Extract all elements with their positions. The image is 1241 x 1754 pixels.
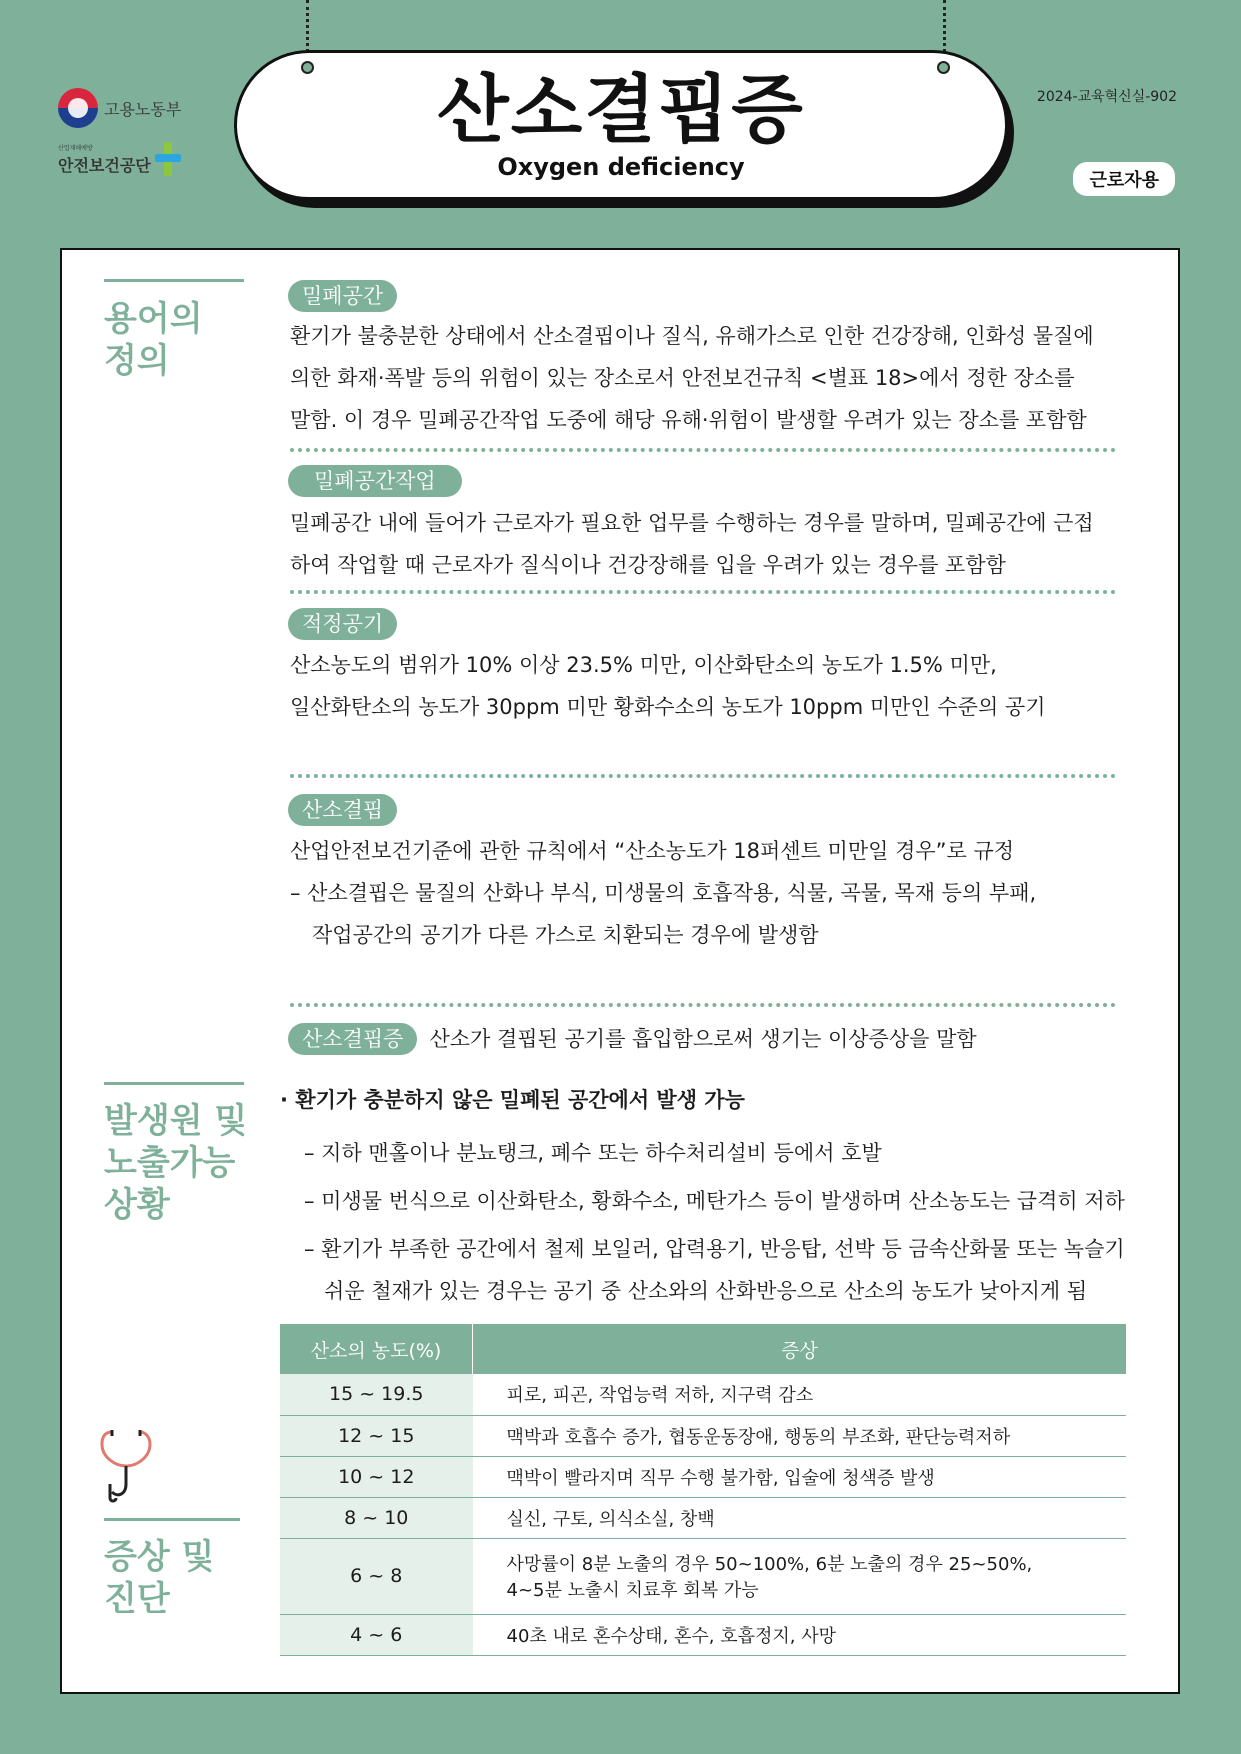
agency-logo [58,142,208,176]
agency-name: 안전보건공단 [58,156,151,175]
paragraph-line: 일산화탄소의 농도가 30ppm 미만 황화수소의 농도가 10ppm 미만인 수준의 공기 [290,695,1046,719]
list-item: – 지하 맨홀이나 분뇨탱크, 폐수 또는 하수처리설비 등에서 호발 [304,1141,882,1165]
concentration-cell: 6 ~ 8 [280,1538,473,1614]
paragraph-line: 산업안전보건기준에 관한 규칙에서 “산소농도가 18퍼센트 미만일 경우”로 규정 [290,839,1015,863]
term-label: 밀폐공간 [288,280,397,312]
hook-left-icon [301,61,314,74]
paragraph-line: 작업공간의 공기가 다른 가스로 치환되는 경우에 발생함 [312,923,819,947]
symptom-cell: 40초 내로 혼수상태, 혼수, 호흡정지, 사망 [473,1614,1127,1655]
list-item: 쉬운 철재가 있는 경우는 공기 중 산소와의 산화반응으로 산소의 농도가 낮아지게 됨 [324,1279,1088,1303]
table-header-row [280,1324,1126,1374]
section-rule [104,279,244,282]
term-oxygen-deficiency-text [290,830,1036,956]
taegeuk-emblem-icon [58,88,98,128]
table-row [280,1497,1126,1538]
concentration-cell: 12 ~ 15 [280,1415,473,1456]
section-rule [104,1082,244,1085]
page-subtitle: Oxygen deficiency [497,153,745,181]
term-label: 적정공기 [288,608,397,640]
section-title-line: 상황 [104,1185,170,1225]
term-proper-air-text [290,644,1045,728]
paragraph-line: 의한 화재·폭발 등의 위험이 있는 장소로서 안전보건규칙 <별표 18>에서 정한 장소를 [290,366,1075,390]
term-closed-space-text [290,315,1094,441]
symptom-line: 4~5분 노출시 치료후 회복 가능 [506,1580,759,1601]
document-code: 2024-교육혁신실-902 [1036,89,1177,105]
term-closed-space [288,280,397,312]
paragraph-line: 환기가 불충분한 상태에서 산소결핍이나 질식, 유해가스로 인한 건강장해, 인화성 물질에 [290,324,1094,348]
concentration-cell: 10 ~ 12 [280,1456,473,1497]
page-title: 산소결핍증 [437,67,805,153]
paragraph-line: 산소농도의 범위가 10% 이상 23.5% 미만, 이산화탄소의 농도가 1.5% 미만, [290,653,997,677]
term-oxygen-deficiency [288,794,397,826]
hook-right-icon [937,61,950,74]
paragraph-line: – 산소결핍은 물질의 산화나 부식, 미생물의 호흡작용, 식물, 곡물, 목재 등의 부패, [290,881,1037,905]
concentration-cell: 15 ~ 19.5 [280,1374,473,1415]
term-oxygen-deficiency-disease [288,1018,977,1060]
dotted-divider [290,774,1116,778]
section-title-line: 정의 [104,341,170,381]
section-title-definitions [104,298,203,382]
agency-subtitle: 산업재해예방 [58,145,93,152]
symptom-cell [473,1538,1127,1614]
term-label: 산소결핍증 [288,1023,417,1055]
table-row [280,1374,1126,1415]
term-label: 밀폐공간작업 [288,465,462,497]
section-title-line: 노출가능 [104,1143,236,1183]
ministry-logo [58,88,208,128]
symptom-cell: 피로, 피곤, 작업능력 저하, 지구력 감소 [473,1374,1127,1415]
concentration-cell: 4 ~ 6 [280,1614,473,1655]
audience-badge: 근로자용 [1073,162,1175,196]
section-title-line: 발생원 및 [104,1101,248,1141]
symptom-cell: 맥박이 빨라지며 직무 수행 불가함, 입술에 청색증 발생 [473,1456,1127,1497]
occurrence-sub-list [280,1132,1125,1312]
symptom-table [280,1324,1126,1656]
table-row [280,1456,1126,1497]
section-title-line: 진단 [104,1579,170,1619]
term-closed-space-work-text [290,502,1094,586]
paragraph-line: 말함. 이 경우 밀폐공간작업 도중에 해당 유해·위험이 발생할 우려가 있는 장소를 포함함 [290,408,1087,432]
list-item: – 미생물 번식으로 이산화탄소, 황화수소, 메탄가스 등이 발생하며 산소농도는 급격히 저하 [304,1189,1125,1213]
list-item: – 환기가 부족한 공간에서 철제 보일러, 압력용기, 반응탑, 선박 등 금속산화물 또는 녹슬기 [304,1237,1125,1261]
column-header-concentration: 산소의 농도(%) [280,1324,473,1374]
concentration-cell: 8 ~ 10 [280,1497,473,1538]
ministry-name: 고용노동부 [104,99,182,119]
symptom-cell: 실신, 구토, 의식소실, 창백 [473,1497,1127,1538]
table-row [280,1415,1126,1456]
green-cross-icon [155,142,181,176]
paragraph-line: 밀폐공간 내에 들어가 근로자가 필요한 업무를 수행하는 경우를 말하며, 밀폐공간에 근접 [290,511,1094,535]
stethoscope-icon [100,1428,164,1504]
title-sign [234,50,1008,200]
dotted-divider [290,448,1116,452]
paragraph-line: 하여 작업할 때 근로자가 질식이나 건강장해를 입을 우려가 있는 경우를 포함함 [290,553,1006,577]
section-title-line: 용어의 [104,299,203,339]
section-rule [104,1518,240,1521]
dotted-divider [290,590,1116,594]
section-title-symptoms [104,1536,214,1620]
section-title-line: 증상 및 [104,1537,215,1577]
term-definition: 산소가 결핍된 공기를 흡입함으로써 생기는 이상증상을 말함 [429,1027,977,1051]
occurrence-list [280,1082,1125,1312]
column-header-symptom: 증상 [473,1324,1127,1374]
hanging-string-right [943,0,946,58]
dotted-divider [290,1003,1116,1007]
occurrence-main: · 환기가 충분하지 않은 밀폐된 공간에서 발생 가능 [280,1088,745,1112]
table-row [280,1538,1126,1614]
symptom-cell: 맥박과 호흡수 증가, 협동운동장애, 행동의 부조화, 판단능력저하 [473,1415,1127,1456]
term-label: 산소결핍 [288,794,397,826]
term-closed-space-work [288,465,462,497]
term-proper-air [288,608,397,640]
section-title-occurrence [104,1100,247,1226]
table-row [280,1614,1126,1655]
symptom-line: 사망률이 8분 노출의 경우 50~100%, 6분 노출의 경우 25~50%, [506,1554,1033,1575]
logo-group [58,88,208,176]
